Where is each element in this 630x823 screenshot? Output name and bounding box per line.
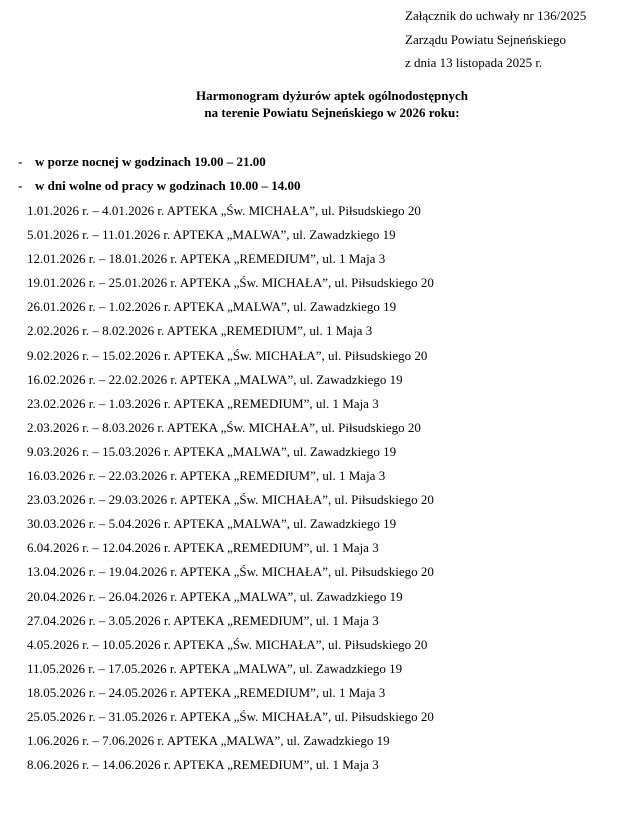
schedule-entry: 23.02.2026 r. – 1.03.2026 r. APTEKA „REMEDIUM”, ul. 1 Maja 3 <box>27 395 379 411</box>
bullet-dash: - <box>18 154 23 169</box>
bullet-text: w porze nocnej w godzinach 19.00 – 21.00 <box>35 154 266 169</box>
schedule-entry: 26.01.2026 r. – 1.02.2026 r. APTEKA „MALWA”, ul. Zawadzkiego 19 <box>27 299 397 315</box>
schedule-entry: 27.04.2026 r. – 3.05.2026 r. APTEKA „REMEDIUM”, ul. 1 Maja 3 <box>27 612 379 628</box>
document-title-line-1: Harmonogram dyżurów aptek ogólnodostępnych <box>196 88 468 103</box>
document-title <box>0 87 630 121</box>
schedule-entry: 12.01.2026 r. – 18.01.2026 r. APTEKA „REMEDIUM”, ul. 1 Maja 3 <box>27 251 386 267</box>
schedule-entry: 16.02.2026 r. – 22.02.2026 r. APTEKA „MALWA”, ul. Zawadzkiego 19 <box>27 371 403 387</box>
schedule-entry: 25.05.2026 r. – 31.05.2026 r. APTEKA „Św. MICHAŁA”, ul. Piłsudskiego 20 <box>27 708 434 724</box>
schedule-entry: 1.01.2026 r. – 4.01.2026 r. APTEKA „Św. MICHAŁA”, ul. Piłsudskiego 20 <box>27 203 421 218</box>
schedule-entry: 2.03.2026 r. – 8.03.2026 r. APTEKA „Św. MICHAŁA”, ul. Piłsudskiego 20 <box>27 419 421 435</box>
schedule-entry: 16.03.2026 r. – 22.03.2026 r. APTEKA „REMEDIUM”, ul. 1 Maja 3 <box>27 468 386 484</box>
attachment-date-line: z dnia 13 listopada 2025 r. <box>405 55 543 70</box>
attachment-header <box>405 4 625 75</box>
schedule-entry: 4.05.2026 r. – 10.05.2026 r. APTEKA „Św. MICHAŁA”, ul. Piłsudskiego 20 <box>27 636 428 652</box>
schedule-entry: 11.05.2026 r. – 17.05.2026 r. APTEKA „MALWA”, ul. Zawadzkiego 19 <box>27 660 403 676</box>
bullet-text: w dni wolne od pracy w godzinach 10.00 – 14.00 <box>35 178 301 193</box>
schedule-entry: 1.06.2026 r. – 7.06.2026 r. APTEKA „MALWA”, ul. Zawadzkiego 19 <box>27 733 390 749</box>
schedule-entry: 9.03.2026 r. – 15.03.2026 r. APTEKA „MALWA”, ul. Zawadzkiego 19 <box>27 443 397 459</box>
bullet-dash: - <box>18 178 23 193</box>
schedule-entry: 30.03.2026 r. – 5.04.2026 r. APTEKA „MALWA”, ul. Zawadzkiego 19 <box>27 516 397 532</box>
schedule-entry: 13.04.2026 r. – 19.04.2026 r. APTEKA „Św. MICHAŁA”, ul. Piłsudskiego 20 <box>27 564 434 580</box>
attachment-resolution-line: Załącznik do uchwały nr 136/2025 <box>405 8 587 23</box>
hours-bullet-list <box>18 150 300 198</box>
schedule-entry: 18.05.2026 r. – 24.05.2026 r. APTEKA „REMEDIUM”, ul. 1 Maja 3 <box>27 684 386 700</box>
schedule-entry: 2.02.2026 r. – 8.02.2026 r. APTEKA „REMEDIUM”, ul. 1 Maja 3 <box>27 323 373 339</box>
bullet-night-hours <box>18 150 300 174</box>
schedule-entry: 5.01.2026 r. – 11.01.2026 r. APTEKA „MALWA”, ul. Zawadzkiego 19 <box>27 227 396 243</box>
schedule-entry: 8.06.2026 r. – 14.06.2026 r. APTEKA „REMEDIUM”, ul. 1 Maja 3 <box>27 757 379 773</box>
document-title-line-2: na terenie Powiatu Sejneńskiego w 2026 roku: <box>204 105 460 120</box>
schedule-entry: 19.01.2026 r. – 25.01.2026 r. APTEKA „Św. MICHAŁA”, ul. Piłsudskiego 20 <box>27 275 434 291</box>
schedule-entry: 6.04.2026 r. – 12.04.2026 r. APTEKA „REMEDIUM”, ul. 1 Maja 3 <box>27 540 379 556</box>
schedule-entry: 9.02.2026 r. – 15.02.2026 r. APTEKA „Św. MICHAŁA”, ul. Piłsudskiego 20 <box>27 347 428 363</box>
attachment-board-line: Zarządu Powiatu Sejneńskiego <box>405 31 567 47</box>
schedule-entry: 20.04.2026 r. – 26.04.2026 r. APTEKA „MALWA”, ul. Zawadzkiego 19 <box>27 588 403 604</box>
schedule-entry: 23.03.2026 r. – 29.03.2026 r. APTEKA „Św. MICHAŁA”, ul. Piłsudskiego 20 <box>27 492 434 508</box>
bullet-holiday-hours <box>18 174 300 198</box>
pharmacy-schedule-list <box>27 199 434 777</box>
